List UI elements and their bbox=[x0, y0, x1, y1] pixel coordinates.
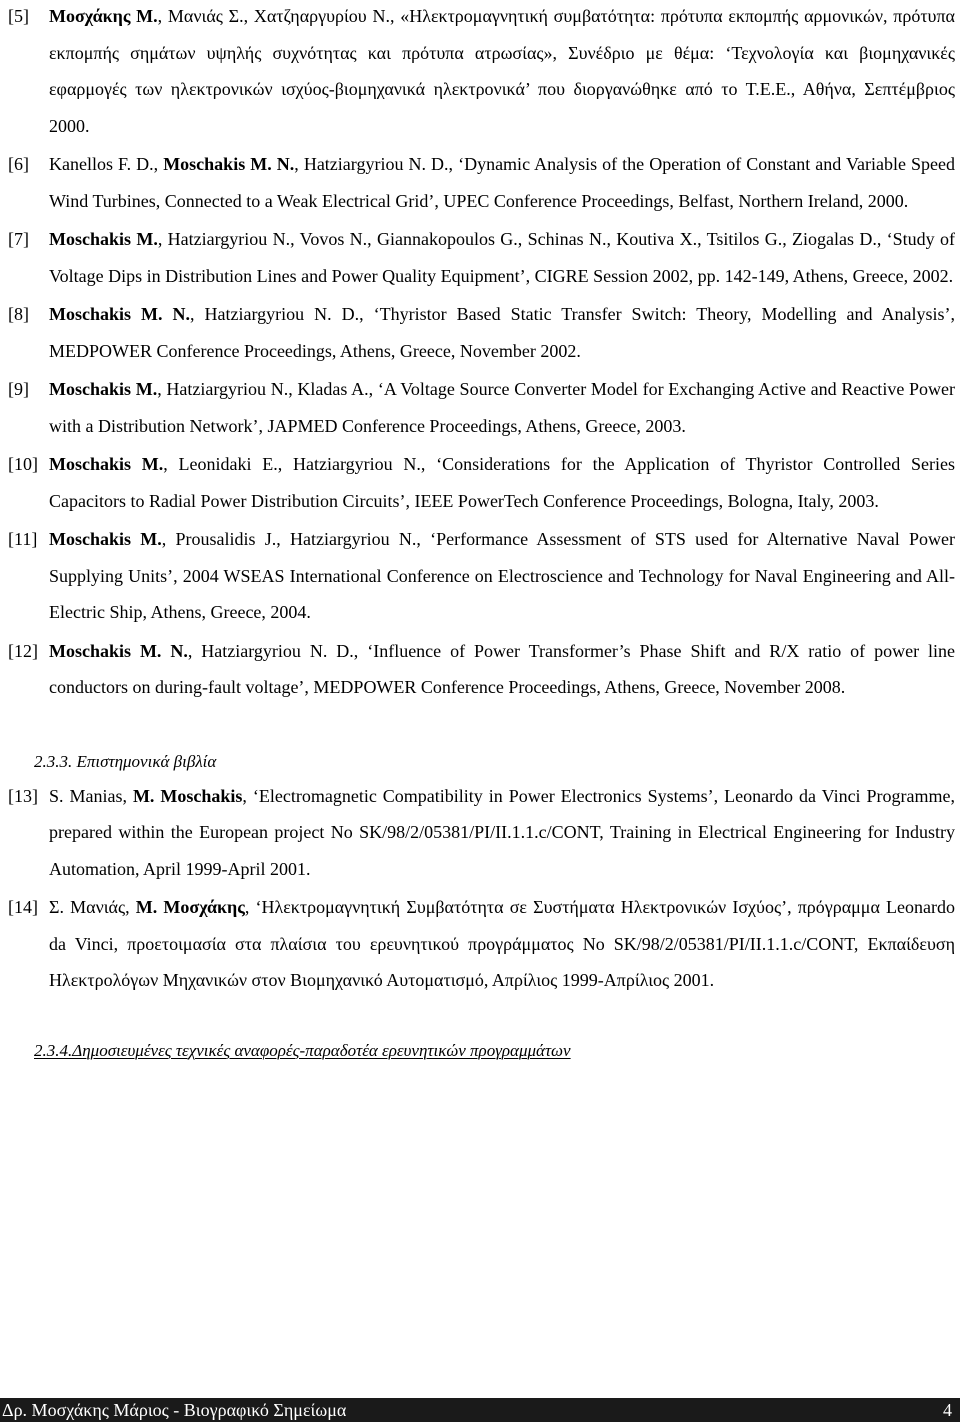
reference-author-highlight: Μοσχάκης Μ. bbox=[49, 6, 158, 26]
reference-text-segment: , ‘Ηλεκτρομαγνητική Συμβατότητα σε Συστήματα Ηλεκτρονικών Ισχύος’, πρόγραμμα Leonardo da Vinci, προετοιμασία στα πλαίσια του ερευνητικού προγράμματος No SK/98/2/05381/PI/II.1.1.c/CONT, Εκπαίδευση Ηλεκτρολόγων Μηχανικών στον Βιομηχανικό Αυτοματισμό, Απρίλιος 1999-Απρίλιος 2001. bbox=[49, 897, 956, 990]
reference-entry bbox=[8, 146, 955, 219]
reference-number: [8] bbox=[8, 304, 29, 324]
reference-author-highlight: Moschakis M. bbox=[49, 454, 164, 474]
reference-text bbox=[49, 6, 955, 136]
reference-list-books bbox=[8, 778, 955, 999]
reference-author-highlight: Μ. Μοσχάκης bbox=[135, 897, 245, 917]
reference-number: [12] bbox=[8, 640, 38, 661]
reference-text-segment: Kanellos F. D., bbox=[49, 154, 164, 174]
reference-text bbox=[49, 897, 955, 990]
reference-author-highlight: Moschakis M. bbox=[49, 379, 158, 399]
page-number: 4 bbox=[943, 1400, 952, 1420]
reference-entry bbox=[8, 221, 955, 294]
reference-text bbox=[49, 786, 955, 879]
reference-text bbox=[49, 229, 955, 286]
reference-entry bbox=[8, 633, 955, 706]
reference-number: [10] bbox=[8, 454, 38, 474]
reference-entry bbox=[8, 778, 955, 888]
footer-title: Δρ. Μοσχάκης Μάριος - Βιογραφικό Σημείωμα bbox=[2, 1400, 347, 1420]
reference-text-segment: , Prousalidis J., Hatziargyriou N., ‘Performance Assessment of STS used for Alternative Naval Power Supplying Units’, 2004 WSEAS International Conference on Electroscience and Technology for Naval Engineering and All-Electric Ship, Athens, Greece, 2004. bbox=[49, 529, 956, 622]
reference-number: [6] bbox=[8, 154, 29, 174]
reference-author-highlight: Moschakis M. N. bbox=[163, 154, 295, 174]
reference-text-segment: , Hatziargyriou N., Kladas A., ‘A Voltage Source Converter Model for Exchanging Active and Reactive Power with a Distribution Network’, JAPMED Conference Proceedings, Athens, Greece, 2003. bbox=[49, 379, 955, 436]
reference-entry bbox=[8, 296, 955, 369]
reference-entry bbox=[8, 0, 955, 144]
reference-list-conferences bbox=[8, 0, 955, 706]
reference-number: [7] bbox=[8, 229, 29, 249]
reference-number: [13] bbox=[8, 785, 38, 806]
reference-text-segment: , Hatziargyriou N., Vovos N., Giannakopoulos G., Schinas N., Koutiva X., Tsitilos G., Ziogalas D., ‘Study of Voltage Dips in Distribution Lines and Power Quality Equipment’, CIGRE Session 2002, pp. 142-149, Athens, Greece, 2002. bbox=[49, 229, 955, 286]
reference-entry bbox=[8, 446, 955, 519]
reference-text-segment: , Hatziargyriou N. D., ‘Thyristor Based Static Transfer Switch: Theory, Modelling and Analysis’, MEDPOWER Conference Proceedings, Athens, Greece, November 2002. bbox=[49, 304, 956, 361]
reference-entry bbox=[8, 521, 955, 631]
reference-number: [14] bbox=[8, 897, 38, 917]
reference-number: [9] bbox=[8, 379, 29, 399]
reference-text bbox=[49, 154, 955, 211]
document-body bbox=[8, 0, 955, 1069]
reference-text-segment: , Hatziargyriou N. D., ‘Dynamic Analysis of the Operation of Constant and Variable Speed Wind Turbines, Connected to a Weak Electrical Grid’, UPEC Conference Proceedings, Belfast, Northern Ireland, 2000. bbox=[49, 154, 956, 211]
reference-author-highlight: Moschakis M. bbox=[49, 229, 158, 249]
reference-text bbox=[49, 641, 955, 698]
section-heading-books: 2.3.3. Επιστημονικά βιβλία bbox=[34, 751, 217, 771]
reference-author-highlight: M. Moschakis bbox=[132, 785, 243, 806]
reference-text-segment: S. Manias, bbox=[49, 785, 133, 806]
reference-number: [5] bbox=[8, 6, 29, 26]
reference-text bbox=[49, 454, 955, 511]
reference-text-segment: , Μανιάς Σ., Χατζηαργυρίου Ν., «Ηλεκτρομαγνητική συμβατότητα: πρότυπα εκπομπής αρμονικών, πρότυπα εκπομπής σημάτων υψηλής συχνότητας και πρότυπα ατρωσίας», Συνέδριο με θέμα: ‘Τεχνολογία και βιομηχανικές εφαρμογές των ηλεκτρονικών ισχύος-βιομηχανικά ηλεκτρονικά’ που διοργανώθηκε από το Τ.Ε.Ε., Αθήνα, Σεπτέμβριος 2000. bbox=[49, 6, 955, 136]
reference-text-segment: Σ. Μανιάς, bbox=[49, 897, 136, 917]
reference-author-highlight: Moschakis M. N. bbox=[49, 640, 188, 661]
reference-author-highlight: Moschakis M. N. bbox=[49, 304, 190, 324]
reference-text bbox=[49, 529, 955, 622]
section-heading-reports: 2.3.4.Δημοσιευμένες τεχνικές αναφορές-παραδοτέα ερευνητικών προγραμμάτων bbox=[34, 1040, 571, 1060]
reference-text-segment: , Hatziargyriou N. D., ‘Influence of Power Transformer’s Phase Shift and R/X ratio of power line conductors on during-fault voltage’, MEDPOWER Conference Proceedings, Athens, Greece, November 2008. bbox=[49, 640, 955, 697]
reference-entry bbox=[8, 889, 955, 999]
reference-text-segment: , Leonidaki E., Hatziargyriou N., ‘Considerations for the Application of Thyristor Controlled Series Capacitors to Radial Power Distribution Circuits’, IEEE PowerTech Conference Proceedings, Bologna, Italy, 2003. bbox=[49, 454, 956, 511]
reference-author-highlight: Moschakis M. bbox=[49, 529, 162, 549]
reference-text-segment: , ‘Electromagnetic Compatibility in Power Electronics Systems’, Leonardo da Vinci Programme, prepared within the European project No SK/98/2/05381/PI/II.1.1.c/CONT, Training in Electrical Engineering for Industry Automation, April 1999-April 2001. bbox=[49, 785, 956, 879]
reference-number: [11] bbox=[8, 529, 38, 549]
reference-text bbox=[49, 304, 955, 361]
reference-text bbox=[49, 379, 955, 436]
page-footer bbox=[0, 1398, 960, 1422]
reference-entry bbox=[8, 371, 955, 444]
